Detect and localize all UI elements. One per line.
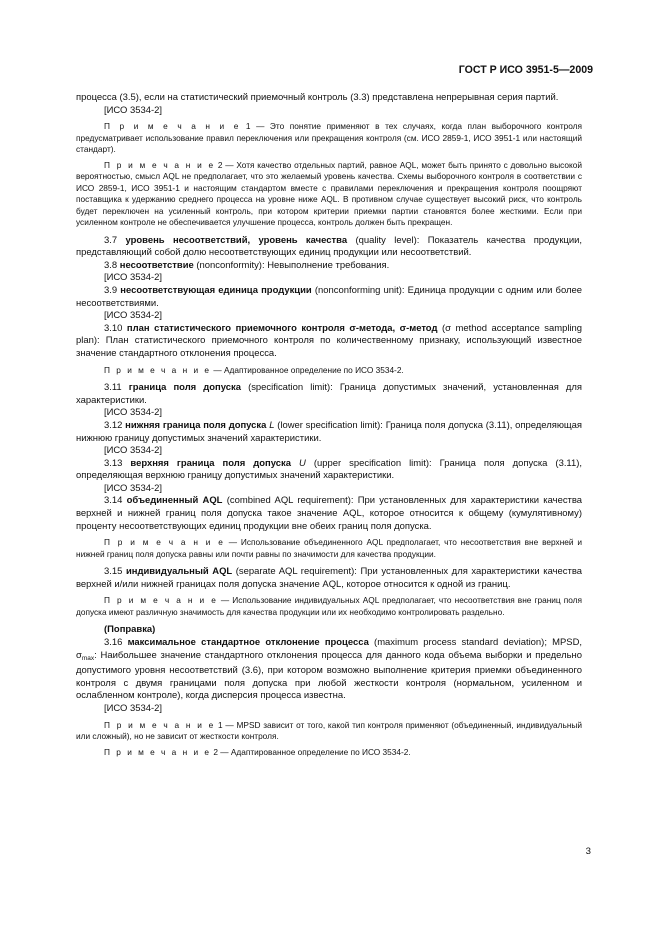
- term-3-8: 3.8 несоответствие (nonconformity): Невыполнение требования.: [104, 259, 390, 271]
- source-ref: [ИСО 3534-2]: [104, 407, 162, 419]
- source-ref: [ИСО 3534-2]: [104, 104, 162, 116]
- note: [76, 537, 582, 560]
- source-ref: [ИСО 3534-2]: [104, 482, 162, 494]
- note-label: П р и м е ч а н и е: [104, 595, 218, 606]
- note: [76, 720, 582, 743]
- note: [76, 365, 582, 377]
- source-ref: [ИСО 3534-2]: [104, 310, 162, 322]
- note-label: П р и м е ч а н и е: [104, 121, 241, 132]
- note-text: 2 — Адаптированное определение по ИСО 3534-2.: [213, 746, 411, 757]
- document-body: [76, 92, 582, 758]
- source-ref: [ИСО 3534-2]: [104, 703, 162, 714]
- note-text: — Использование объединенного AQL предполагает, что несоответствия вне верхней и нижней границ поля допуска равны или почти равны по значимости для качества продукции.: [76, 537, 582, 559]
- note-label: П р и м е ч а н и е: [104, 537, 225, 548]
- note-label: П р и м е ч а н и е: [104, 364, 212, 375]
- term-3-15: 3.15 индивидуальный AQL (separate AQL requirement): При установленных для характеристики качества верхней и/или нижней границах поля допуска значение AQL, которое относится к одной из границ.: [76, 566, 582, 590]
- term-3-9: 3.9 несоответствующая единица продукции (nonconforming unit): Единица продукции с одним или более несоответствиями.: [76, 285, 582, 309]
- document-header: ГОСТ Р ИСО 3951-5—2009: [458, 64, 593, 76]
- term-3-14: 3.14 объединенный AQL (combined AQL requirement): При установленных для характеристики качества верхней и нижней границ поля допуска такое значение AQL, которое относится к общему (кумулятивному) проценту несоответствующих единиц продукции вне обеих границ поля допуска.: [76, 495, 583, 532]
- note-text: — Использование индивидуальных AQL предполагает, что несоответствия вне границ поля допуска имеют различную значимость для качества продукции или их необходимо контролировать раздельно.: [76, 595, 582, 617]
- term-3-16: 3.16 максимальное стандартное отклонение процесса (maximum process standard deviation); MPSD, $\sigma_{max}$: Наибольшее значение стандартного отклонения процесса для данного кода объема выборки и предельно допустимого уровня несоответствий (3.6), при котором возможно выполнение критерия приемки объединенного контроля с двумя границами поля допуска при любой жесткости контроля (нормальном, усиленном и ослабленном контроле), когда дисперсия процесса известна.: [76, 637, 583, 702]
- note-text: 2 — Хотя качество отдельных партий, равное AQL, может быть принято с довольно высокой вероятностью, смысл AQL не предполагает, что это желаемый уровень качества. Схемы выборочного контроля в соответствии с ИСО 2859-1, ИСО 3951-1 и настоящим стандартом вместе с правилами переключения и прекращения контроля поощряют поставщика к удержанию среднего процесса на уровне ниже AQL. В противном случае существует высокий риск, что контроль будет переключен на усиленный контроль, при котором критерии приемки партии становятся более жесткими. Если при усиленном контроле не обеспечивается улучшение процесса, контроль должен быть прекращен.: [76, 159, 583, 228]
- term-3-12: 3.12 нижняя граница поля допуска L (lower specification limit): Граница поля допуска (3.11), определяющая нижнюю границу допустимых значений характеристики.: [76, 419, 583, 444]
- page-number: 3: [585, 846, 591, 857]
- note-text: — Адаптированное определение по ИСО 3534-2.: [213, 364, 404, 375]
- note-text: 1 — Это понятие применяют в тех случаях, когда план выборочного контроля предусматривает использование правил переключения или прекращения контроля (см. ИСО 2859-1, ИСО 3951-1 или настоящий стандарт).: [76, 121, 583, 155]
- term-3-10: 3.10 план статистического приемочного контроля σ-метода, σ-метод (σ method acceptance sampling plan): План статистического приемочного контроля по количественному признаку, использующий известное значение стандартного отклонения процесса.: [76, 322, 583, 360]
- paragraph: процесса (3.5), если на статистический приемочный контроль (3.3) представлена непрерывная серия партий.: [76, 92, 559, 103]
- note-label: П р и м е ч а н и е: [104, 746, 212, 757]
- source-ref: [ИСО 3534-2]: [104, 272, 162, 284]
- note: [76, 595, 582, 618]
- term-3-7: 3.7 уровень несоответствий, уровень качества (quality level): Показатель качества продукции, представляющий собой долю несоответствующих единиц продукции или несоответствий.: [76, 234, 583, 259]
- note: [76, 121, 582, 156]
- note-label: П р и м е ч а н и е: [104, 159, 216, 170]
- amendment-label: (Поправка): [104, 624, 156, 636]
- note: [76, 747, 582, 759]
- note-text: 1 — MPSD зависит от того, какой тип контроля применяют (объединенный, индивидуальный или сложный), но не зависит от жесткости контроля.: [76, 719, 582, 742]
- note: [76, 160, 582, 229]
- source-ref: [ИСО 3534-2]: [104, 445, 162, 457]
- term-3-11: 3.11 граница поля допуска (specification limit): Граница допустимых значений, установленная для характеристики.: [76, 382, 583, 406]
- term-3-13: 3.13 верхняя граница поля допуска U (upper specification limit): Граница поля допуска (3.11), определяющая верхнюю границу допустимых значений характеристики.: [76, 457, 582, 482]
- note-label: П р и м е ч а н и е: [104, 719, 216, 730]
